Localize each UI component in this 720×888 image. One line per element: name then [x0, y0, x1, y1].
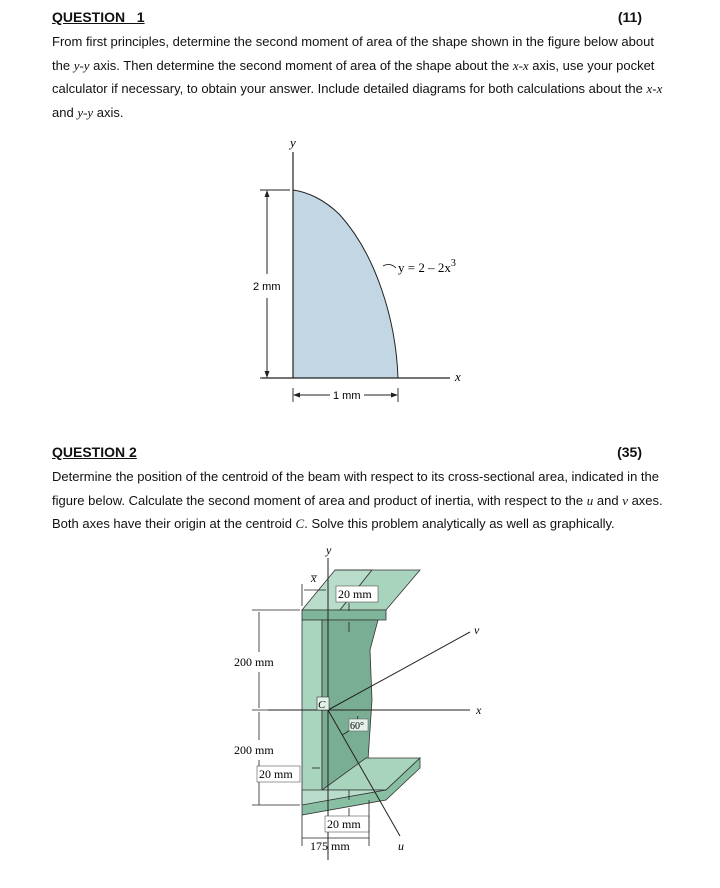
text-segment: y-y: [73, 57, 90, 73]
u-axis-label: u: [398, 839, 404, 853]
width-arrow-left: [293, 393, 300, 398]
text-segment: axis.: [93, 104, 124, 120]
equation-leader: [383, 264, 396, 268]
xbar-label: x̅: [311, 571, 317, 585]
web-thickness-label: 20 mm: [259, 767, 293, 781]
centroid-label: C: [318, 699, 326, 711]
height-label: 2 mm: [253, 281, 281, 293]
width-label: 1 mm: [333, 390, 361, 402]
text-segment: From first principles, determine the second moment of area of the shape shown in the figure below about the: [52, 34, 654, 73]
figure-2: [0, 538, 720, 888]
text-segment: C: [295, 516, 305, 531]
question-2-marks: (35): [617, 444, 642, 460]
text-segment: v: [622, 492, 628, 508]
text-segment: axes. Both axes have their origin at the centroid: [52, 492, 663, 531]
text-segment: y-y: [77, 104, 94, 120]
text-segment: x-x: [512, 57, 529, 73]
text-segment: and: [593, 492, 623, 508]
shaded-area: [293, 190, 398, 378]
top-flange-edge: [302, 610, 386, 620]
question-1-title: QUESTION 1: [52, 9, 145, 25]
curve-equation: $y = 2 - 2x^3$: [398, 258, 456, 275]
flange-top-label: 20 mm: [338, 587, 372, 601]
width-label: 175 mm: [310, 839, 350, 853]
y-axis-label: y: [326, 543, 332, 557]
text-segment: . Solve this problem analytically as well as graphically.: [304, 516, 615, 531]
text-segment: and: [52, 104, 78, 120]
text-segment: axis, use your pocket calculator if necessary, to obtain your answer. Include detailed diagrams for both calculations about the: [52, 57, 655, 96]
web-front: [302, 620, 322, 805]
height-arrow-top: [265, 190, 270, 197]
v-axis-label: v: [474, 623, 480, 637]
question-1-marks: (11): [617, 9, 642, 25]
width-arrow-right: [391, 393, 398, 398]
text-segment: axis. Then determine the second moment of area of the shape about the: [89, 57, 513, 73]
text-segment: u: [586, 492, 594, 508]
y-axis-label: y: [290, 135, 296, 150]
text-segment: x-x: [646, 81, 663, 96]
figure-1: [0, 0, 720, 430]
x-axis-label: x: [455, 369, 461, 384]
upper-height-label: 200 mm: [234, 655, 274, 669]
text-segment: Determine the position of the centroid of the beam with respect to its cross-sectional area, indicated in the figure below. Calculate the second moment of area and product of inertia, with respect to the: [52, 469, 659, 508]
lower-height-label: 200 mm: [234, 743, 274, 757]
x-axis-label: x: [476, 703, 482, 717]
question-2-text: [52, 465, 672, 536]
height-arrow-bottom: [265, 371, 270, 378]
angle-label: 60°: [350, 721, 364, 732]
flange-bottom-label: 20 mm: [327, 817, 361, 831]
question-2-title: QUESTION 2: [52, 444, 137, 460]
